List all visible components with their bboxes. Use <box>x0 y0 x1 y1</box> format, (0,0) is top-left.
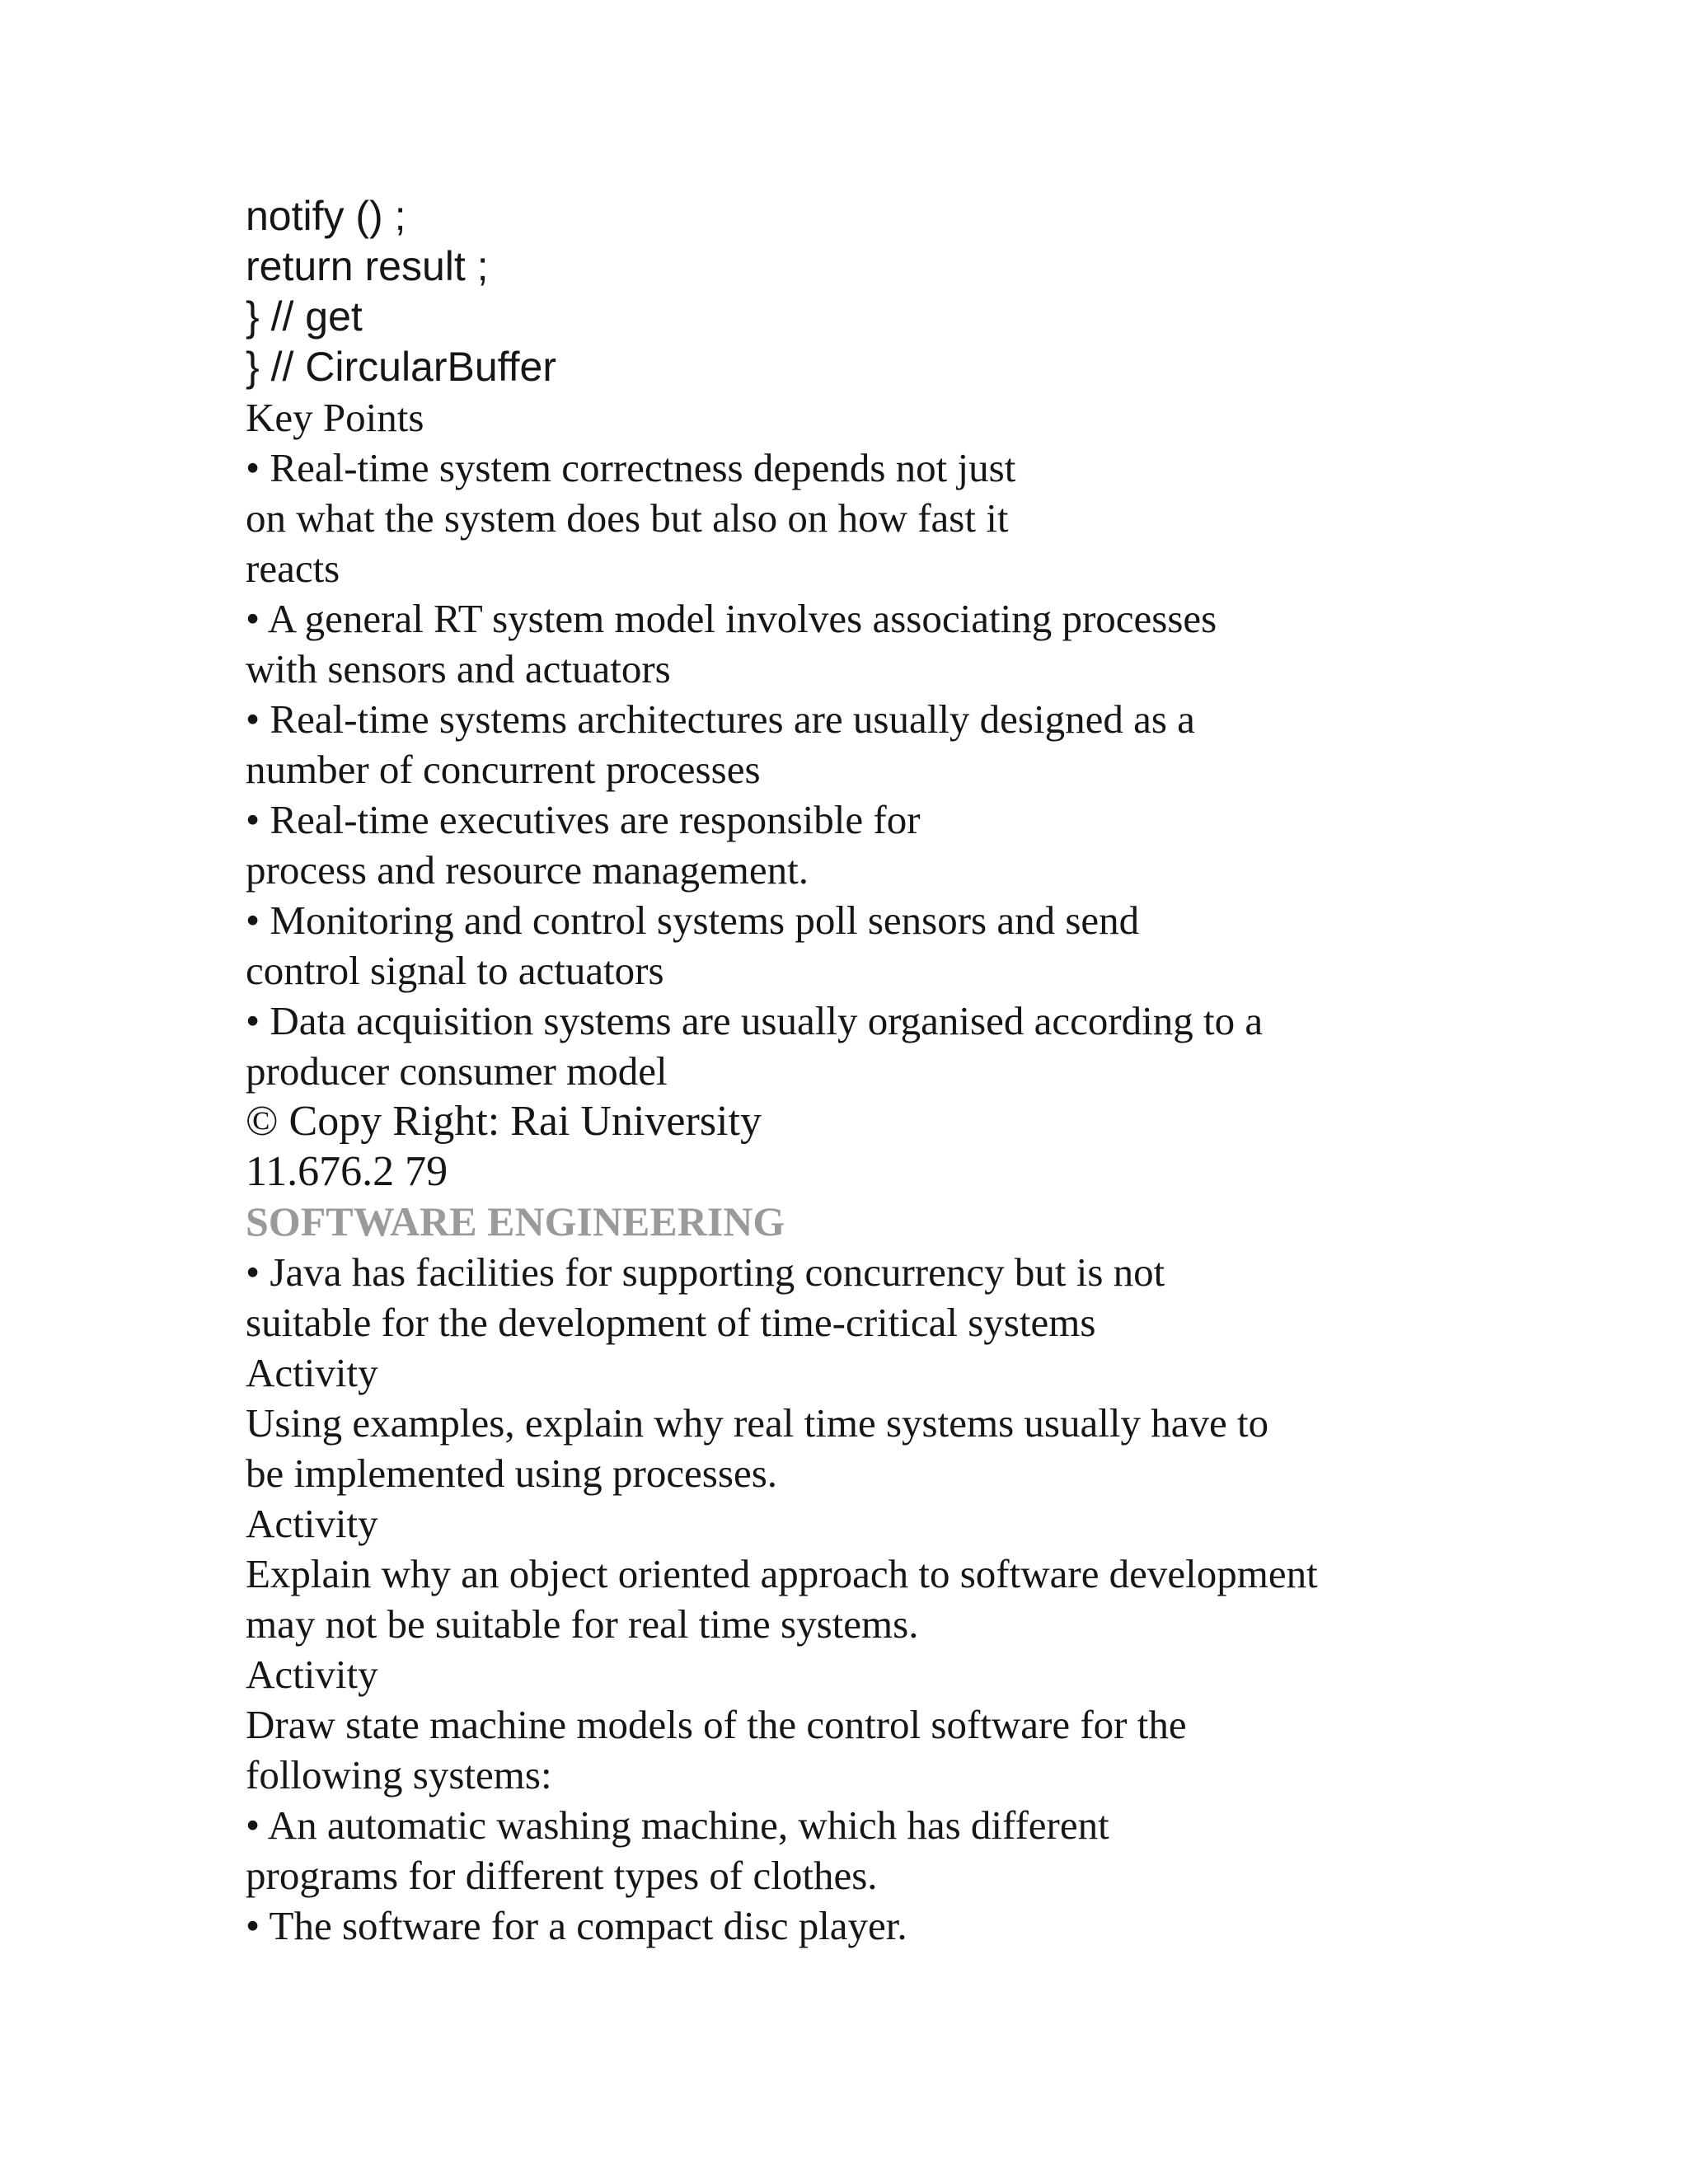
key-point-line: process and resource management. <box>246 847 809 893</box>
activity-line: Using examples, explain why real time systems usually have to <box>246 1400 1269 1446</box>
activity-line: be implemented using processes. <box>246 1451 778 1496</box>
key-point-line: on what the system does but also on how fast it <box>246 495 1009 541</box>
key-point-line: • Real-time systems architectures are usually designed as a <box>246 696 1195 742</box>
activity-line: may not be suitable for real time systems. <box>246 1601 919 1647</box>
section-title: SOFTWARE ENGINEERING <box>246 1198 785 1244</box>
activity-line: Draw state machine models of the control software for the <box>246 1702 1187 1747</box>
page-footer <box>246 1096 1647 1247</box>
key-point-line: • A general RT system model involves associating processes <box>246 596 1217 641</box>
continuation-line: • Java has facilities for supporting concurrency but is not <box>246 1249 1165 1295</box>
document-page <box>246 191 1647 1951</box>
key-point-line: reacts <box>246 546 340 591</box>
key-points-heading: Key Points <box>246 395 424 440</box>
key-point-line: control signal to actuators <box>246 948 664 993</box>
key-point-line: • Real-time executives are responsible for <box>246 797 921 842</box>
continuation-line: suitable for the development of time-critical systems <box>246 1300 1096 1345</box>
activity-2 <box>246 1498 1647 1649</box>
activity-heading: Activity <box>246 1501 378 1546</box>
activity-line: • The software for a compact disc player. <box>246 1903 907 1948</box>
page-code: 11.676.2 79 <box>246 1148 448 1195</box>
activity-line: Explain why an object oriented approach to software development <box>246 1551 1318 1596</box>
key-point-line: • Monitoring and control systems poll sensors and send <box>246 898 1140 943</box>
key-point-line: with sensors and actuators <box>246 646 671 691</box>
code-line: } // get <box>246 293 363 340</box>
code-line: return result ; <box>246 243 489 289</box>
copyright-text: © Copy Right: Rai University <box>246 1098 762 1145</box>
activity-1 <box>246 1347 1647 1498</box>
key-points-section <box>246 392 1647 1096</box>
key-point-line: producer consumer model <box>246 1048 668 1094</box>
code-block <box>246 191 1647 392</box>
activity-line: programs for different types of clothes. <box>246 1853 878 1898</box>
activity-heading: Activity <box>246 1350 378 1395</box>
activity-line: • An automatic washing machine, which has different <box>246 1802 1109 1848</box>
key-point-line: • Real-time system correctness depends not just <box>246 445 1016 490</box>
activity-heading: Activity <box>246 1652 378 1697</box>
activity-line: following systems: <box>246 1752 552 1797</box>
activity-3 <box>246 1649 1647 1951</box>
code-line: } // CircularBuffer <box>246 344 557 390</box>
key-point-line: • Data acquisition systems are usually organised according to a <box>246 998 1264 1043</box>
code-line: notify () ; <box>246 193 406 239</box>
key-point-line: number of concurrent processes <box>246 747 761 792</box>
continuation-section <box>246 1247 1647 1347</box>
